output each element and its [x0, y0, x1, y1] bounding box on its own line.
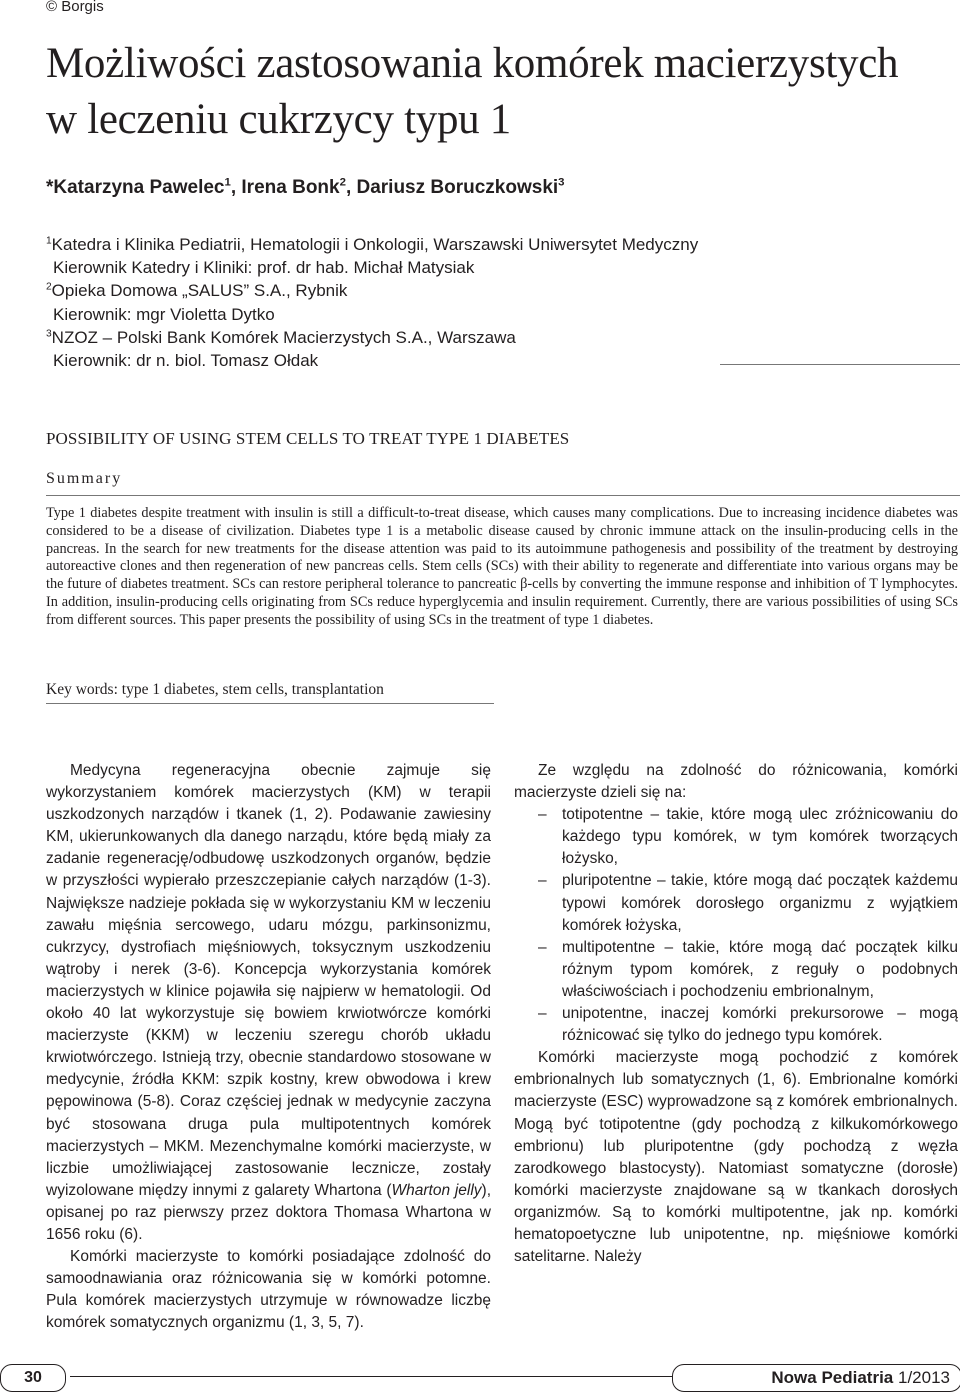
list-item — [514, 937, 958, 1003]
list-item-text: pluripotentne – takie, które mogą dać początek każdemu typowi komórek dorosłego organizmu z wyjątkiem komórek łożyska, — [562, 872, 958, 934]
summary-heading: Summary — [46, 470, 123, 487]
author-3: , Dariusz Boruczkowski — [345, 177, 559, 198]
body-text: ), opisanej po raz pierwszy przez doktora Thomasa Whartona w 1656 roku (6). — [46, 1181, 491, 1243]
affiliation-head: Kierownik: mgr Violetta Dytko — [53, 304, 275, 324]
list-item-text: unipotentne, inaczej komórki prekursorowe – mogą różnicować się tylko do jednego typu komórek. — [562, 1005, 958, 1045]
journal-name: Nowa Pediatria — [771, 1368, 894, 1387]
body-paragraph: Komórki macierzyste to komórki posiadające zdolność do samoodnawiania oraz różnicowania się w komórki potomne. Pula komórek macierzystych utrzymuje w równowadze liczbę komórek somatycznych organizmu (1, 3, 5, 7). — [46, 1248, 491, 1332]
affiliation-1 — [46, 233, 698, 256]
keywords: Key words: type 1 diabetes, stem cells, transplantation — [46, 681, 384, 698]
affiliation-mark: 3 — [46, 328, 52, 340]
publisher-label: © Borgis — [46, 0, 104, 15]
dash-bullet: – — [538, 806, 547, 824]
article-title-line-1: Możliwości zastosowania komórek macierzystych — [46, 40, 899, 87]
body-text-italic: Wharton jelly — [391, 1181, 482, 1199]
journal-issue: 1/2013 — [893, 1368, 950, 1387]
divider — [46, 703, 494, 704]
affiliation-2 — [46, 279, 698, 302]
list-item-text: totipotentne – takie, które mogą ulec zróżnicowaniu do każdego typu komórek, w tym komórek tworzących łożysko, — [562, 806, 958, 868]
body-column-right — [514, 760, 958, 1268]
divider — [720, 364, 960, 365]
affiliation-mark: 1 — [46, 235, 52, 247]
affiliation-name: Opieka Domowa „SALUS” S.A., Rybnik — [51, 281, 348, 301]
english-title: POSSIBILITY OF USING STEM CELLS TO TREAT TYPE 1 DIABETES — [46, 429, 570, 448]
summary-text: Type 1 diabetes despite treatment with insulin is still a difficult-to-treat disease, which causes many complications. Due to increasing incidence diabetes was considered to be a disease of civilization. Diabetes type 1 is a metabolic disease caused by chronic immune attack on the insulin-producing cells in the pancreas. In the search for new treatments for the disease attention was paid to its autoimmune pathogenesis and possibility of the treatment by destroying autoreactive clones and then regeneration of new pancreas cells. Stem cells (SCs) with their ability to regenerate and differentiate into various organs may be the future of diabetes treatment. SCs can restore peripheral tolerance to pancreatic β-cells by converting the immune response and inhibition of T lymphocytes. In addition, insulin-producing cells originating from SCs reduce hyperglycemia and insulin requirement. Currently, there are various possibilities of using SCs from different sources. This paper presents the possibility of using SCs in the treatment of type 1 diabetes. — [46, 505, 958, 628]
affiliation-head: Kierownik Katedry i Kliniki: prof. dr hab. Michał Matysiak — [53, 258, 475, 278]
article-title-line-2: w leczeniu cukrzycy typu 1 — [46, 96, 512, 143]
body-text: Medycyna regeneracyjna obecnie zajmuje się wykorzystaniem komórek macierzystych (KM) w terapii uszkodzonych narządów i tkanek (1, 2). Podawanie zawiesiny KM, ukierunkowanych dla danego narządu, które będą miały za zadanie regenerację/odbudowę uszkodzonych organów, będzie w przyszłości wypierało przeszczepianie całych narządów (1-3). Największe nadzieje pokłada się w wykorzystaniu KM w leczeniu zawału mięśnia sercowego, udaru mózgu, parkinsonizmu, cukrzycy, dystrofiach mięśniowych, toksycznym uszkodzeniu wątroby i nerek (3-6). Koncepcja wykorzystania komórek macierzystych w klinice pojawiła się najpierw w hematologii. Od około 40 lat wykorzystuje się bowiem krwiotwórcze komórki macierzyste (KKM) w leczeniu szeregu chorób układu krwiotwórczego. Istnieją trzy, obecnie standardowo stosowane w medycynie, źródła KKM: szpik kostny, krew obwodowa i krew pępowinowa (5-8). Coraz częściej jednak w medycynie zaczyna być stosowana druga pula multipotentnych komórek macierzystych – MKM. Mezenchymalne komórki macierzyste, w liczbie umożliwiającej zastosowanie lecznicze, zostały wyizolowane między innymi z galarety Whartona ( — [46, 762, 491, 1199]
list-item — [514, 1003, 958, 1047]
author-list — [46, 177, 565, 199]
author-1-affiliation-mark: 1 — [224, 176, 231, 189]
list-item — [514, 804, 958, 870]
affiliation-head: Kierownik: dr n. biol. Tomasz Ołdak — [53, 351, 319, 371]
author-3-affiliation-mark: 3 — [558, 176, 565, 189]
author-2-affiliation-mark: 2 — [339, 176, 346, 189]
body-column-left — [46, 760, 491, 1334]
article-title — [46, 36, 898, 148]
affiliation-name: Katedra i Klinika Pediatrii, Hematologii i Onkologii, Warszawski Uniwersytet Medyczny — [51, 235, 699, 254]
divider — [46, 495, 960, 496]
body-paragraph: Komórki macierzyste mogą pochodzić z komórek embrionalnych lub somatycznych (1, 6). Embrionalne komórki macierzyste (ESC) wyprowadzone są z komórek embrionalnych. Mogą być totipotentne (gdy pochodzą z kilkukomórkowego embrionu) lub pluripotentne (gdy pochodzą z węzła zarodkowego blastocysty). Natomiast somatyczne (dorosłe) komórki macierzyste znajdowane są w tkankach dorosłych organizmów. Są to komórki multipotentne, jak np. komórki hematopoetyczne lub unipotentne, np. mięśniowe komórki satelitarne. Należy — [514, 1049, 958, 1266]
list-item — [514, 870, 958, 936]
dash-bullet: – — [538, 1005, 547, 1023]
dash-bullet: – — [538, 872, 547, 890]
author-1: *Katarzyna Pawelec — [46, 177, 225, 198]
cell-type-list — [514, 804, 958, 1047]
affiliations — [46, 233, 698, 372]
body-paragraph: Ze względu na zdolność do różnicowania, komórki macierzyste dzieli się na: — [514, 762, 958, 802]
dash-bullet: – — [538, 938, 547, 956]
journal-info — [680, 1364, 950, 1392]
affiliation-name: NZOZ – Polski Bank Komórek Macierzystych S.A., Warszawa — [51, 327, 516, 347]
list-item-text: multipotentne – takie, które mogą dać początek kilku różnym typom komórek, z reguły o podobnych właściwościach i pochodzeniu embrionalnym, — [562, 938, 958, 1000]
affiliation-mark: 2 — [46, 281, 52, 293]
affiliation-3 — [46, 326, 698, 349]
author-2: , Irena Bonk — [230, 177, 340, 198]
body-paragraph — [46, 760, 491, 1246]
page-number: 30 — [0, 1364, 66, 1392]
